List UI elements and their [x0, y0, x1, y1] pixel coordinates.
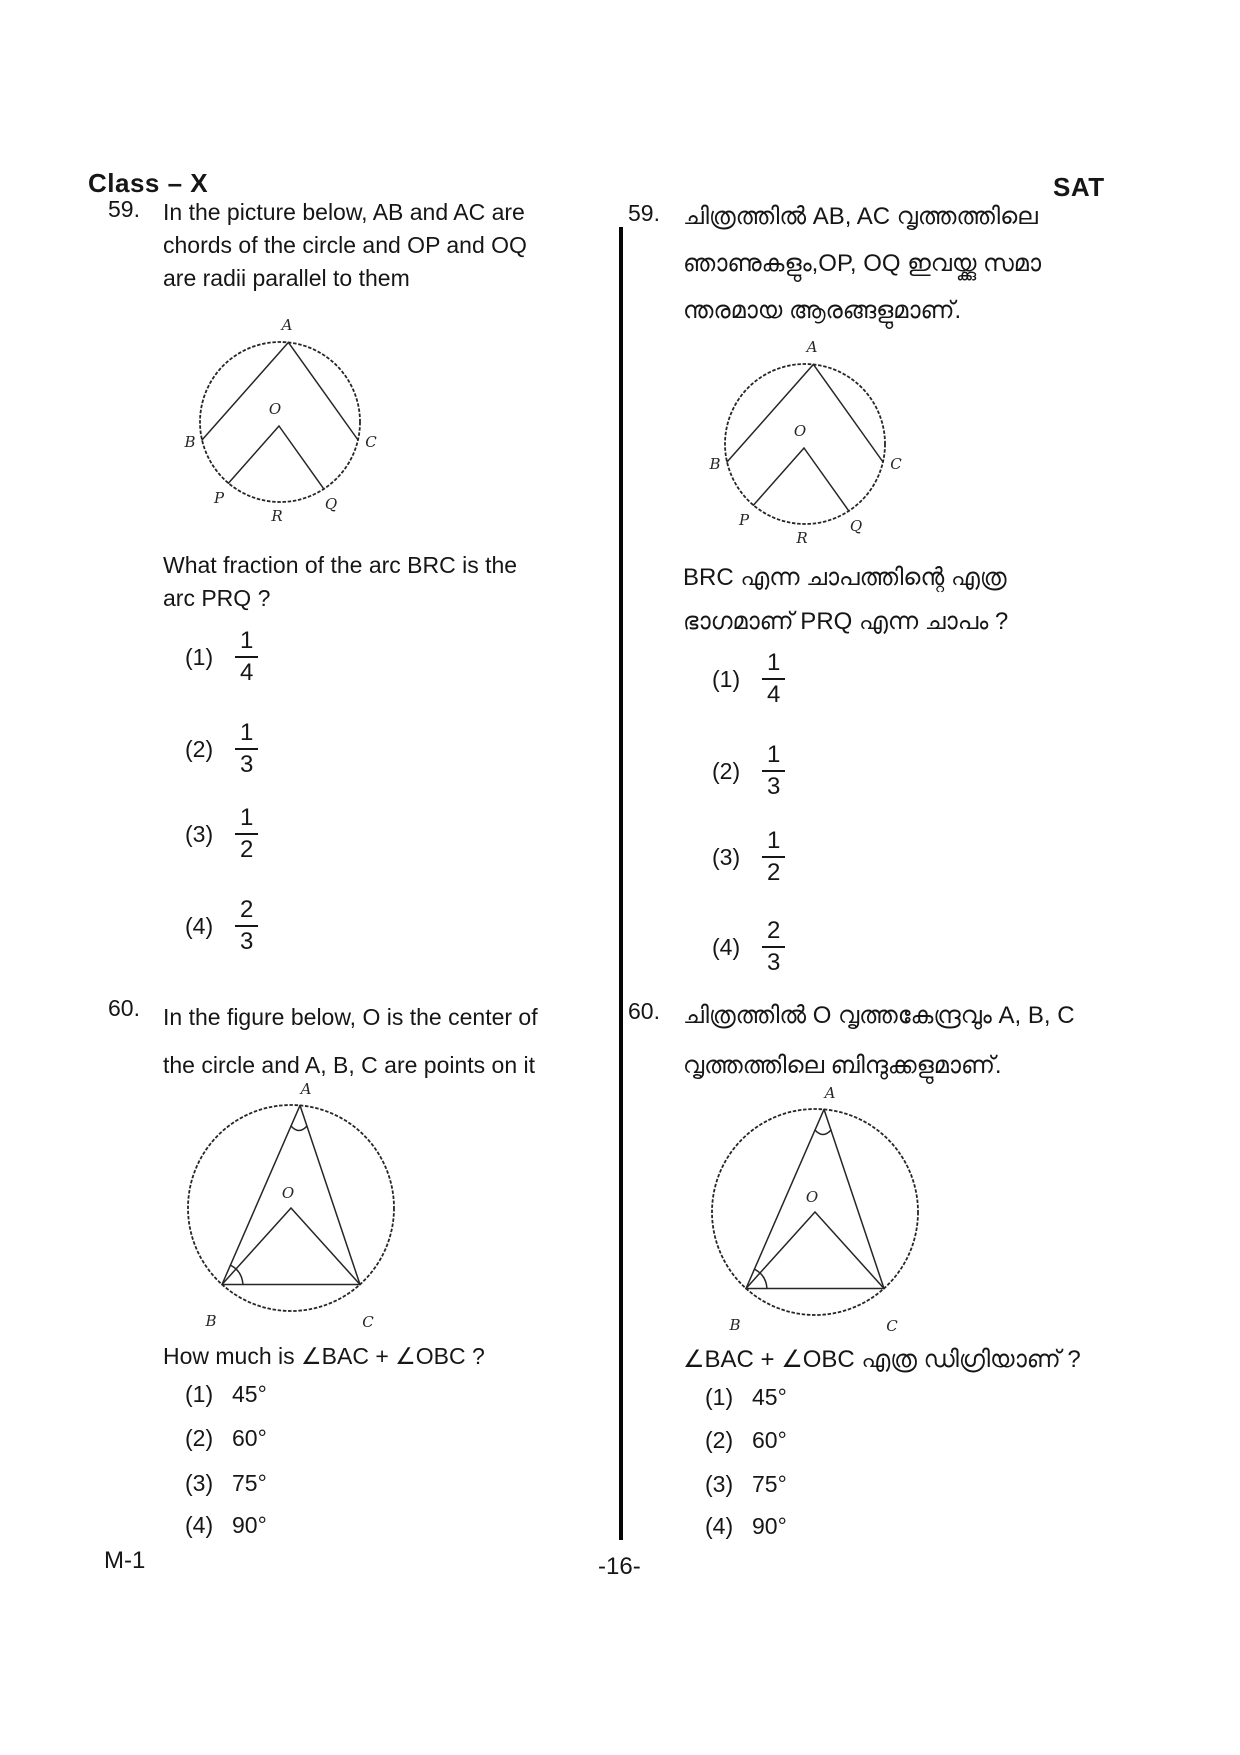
point-label-o: O	[793, 422, 807, 440]
angle-arc-bac	[291, 1126, 307, 1131]
body-line: ചിത്രത്തിൽ AB, AC വൃത്തത്തിലെ	[683, 203, 1038, 230]
option-2	[185, 718, 258, 780]
question-body	[163, 196, 553, 295]
point-label-o: O	[805, 1188, 819, 1206]
fraction-denominator: 2	[240, 836, 254, 863]
circle-outline	[725, 364, 885, 524]
fraction-denominator: 3	[240, 928, 254, 955]
option-4	[712, 916, 785, 978]
option-label: (2)	[705, 1427, 734, 1453]
circle-chords-diagram-q59-en	[175, 314, 395, 524]
body-line: വൃത്തത്തിലെ ബിന്ദുക്കളുമാണ്.	[683, 1052, 1002, 1079]
fraction-denominator: 4	[240, 659, 254, 686]
point-label-a: A	[806, 338, 818, 356]
point-label-o: O	[268, 400, 282, 418]
fraction-numerator: 1	[762, 740, 785, 772]
question-body	[683, 991, 1183, 1091]
point-label-o: O	[281, 1184, 295, 1202]
fraction-numerator: 1	[235, 626, 258, 658]
point-label-p: P	[213, 489, 225, 507]
point-label-a: A	[281, 316, 293, 334]
prompt-line: ഭാഗമാണ് PRQ എന്ന ചാപം ?	[683, 608, 1009, 635]
column-divider	[619, 227, 623, 1540]
inscribed-triangle-diagram-q60-ml	[702, 1084, 932, 1334]
chord-ac	[288, 342, 358, 440]
body-line: ന്തരമായ ആരങ്ങളുമാണ്.	[683, 297, 962, 324]
option-label: (3)	[185, 1470, 214, 1496]
option-value: 60°	[232, 1425, 267, 1451]
option-fraction	[762, 916, 785, 978]
inscribed-triangle-diagram-q60-en	[178, 1080, 408, 1330]
option-fraction	[762, 740, 785, 802]
angle-arc-bac	[815, 1130, 831, 1135]
side-ac	[824, 1109, 884, 1288]
option-value: 90°	[232, 1512, 267, 1538]
point-label-q: Q	[849, 517, 863, 535]
option-2	[185, 1425, 267, 1452]
option-label: (1)	[185, 643, 214, 670]
body-line: ചിത്രത്തിൽ O വൃത്തകേന്ദ്രവും A, B, C	[683, 1002, 1075, 1029]
question-prompt: ∠BAC + ∠OBC എത്ര ഡിഗ്രിയാണ് ?	[683, 1346, 1081, 1373]
side-ac	[300, 1105, 360, 1284]
option-label: (4)	[712, 933, 741, 960]
point-label-b: B	[729, 1316, 741, 1334]
option-label: (2)	[185, 735, 214, 762]
fraction-numerator: 2	[235, 895, 258, 927]
body-line: the circle and A, B, C are points on it	[163, 1052, 536, 1078]
option-label: (4)	[705, 1513, 734, 1539]
option-label: (4)	[185, 912, 214, 939]
option-1	[185, 626, 258, 688]
class-label: Class – X	[88, 168, 209, 198]
point-label-c: C	[890, 455, 902, 473]
option-3	[185, 1470, 267, 1497]
point-label-c: C	[365, 433, 377, 451]
fraction-denominator: 3	[767, 949, 781, 976]
body-line: In the picture below, AB and AC are	[163, 199, 525, 225]
option-label: (1)	[712, 665, 741, 692]
question-number: 60.	[108, 995, 140, 1021]
body-line: ഞാണുകളും,OP, OQ ഇവയ്ക്കു സമാ	[683, 250, 1042, 277]
radius-oq	[279, 426, 324, 489]
option-2	[705, 1427, 787, 1454]
option-4	[185, 895, 258, 957]
page-number: -16-	[598, 1553, 641, 1580]
point-label-p: P	[738, 511, 750, 529]
booklet-code: M-1	[104, 1547, 146, 1574]
chord-ab	[727, 364, 813, 462]
fraction-denominator: 4	[767, 681, 781, 708]
option-label: (3)	[185, 820, 214, 847]
option-2	[712, 740, 785, 802]
option-1	[712, 648, 785, 710]
question-prompt	[683, 556, 1183, 644]
circle-chords-diagram-q59-ml	[700, 336, 920, 546]
question-prompt: How much is ∠BAC + ∠OBC ?	[163, 1343, 485, 1369]
question-number: 60.	[628, 998, 660, 1024]
radius-ob	[222, 1208, 291, 1285]
option-value: 45°	[232, 1381, 267, 1407]
fraction-denominator: 3	[240, 751, 254, 778]
fraction-numerator: 1	[235, 803, 258, 835]
option-label: (2)	[712, 757, 741, 784]
option-value: 75°	[232, 1470, 267, 1496]
point-label-b: B	[205, 1312, 217, 1330]
fraction-numerator: 2	[762, 916, 785, 948]
option-label: (2)	[185, 1425, 214, 1451]
point-label-c: C	[886, 1317, 898, 1334]
radius-oc	[815, 1212, 884, 1289]
question-prompt	[163, 549, 553, 615]
option-fraction	[235, 626, 258, 688]
radius-op	[228, 426, 279, 483]
fraction-denominator: 2	[767, 859, 781, 886]
question-number: 59.	[108, 196, 140, 222]
option-4	[185, 1512, 267, 1539]
point-label-a: A	[824, 1084, 836, 1102]
option-value: 75°	[752, 1471, 787, 1497]
option-fraction	[762, 826, 785, 888]
fraction-denominator: 3	[767, 773, 781, 800]
question-body	[163, 993, 563, 1089]
option-fraction	[762, 648, 785, 710]
option-label: (4)	[185, 1512, 214, 1538]
option-fraction	[235, 895, 258, 957]
option-3	[185, 803, 258, 865]
chord-ab	[202, 342, 288, 440]
option-fraction	[235, 718, 258, 780]
radius-oq	[804, 448, 849, 511]
option-label: (1)	[185, 1381, 214, 1407]
chord-ac	[813, 364, 883, 462]
option-value: 90°	[752, 1513, 787, 1539]
radius-ob	[746, 1212, 815, 1289]
body-line: are radii parallel to them	[163, 265, 410, 291]
option-label: (1)	[705, 1384, 734, 1410]
circle-outline	[200, 342, 360, 502]
radius-oc	[291, 1208, 360, 1285]
option-label: (3)	[705, 1471, 734, 1497]
option-1	[185, 1381, 267, 1408]
point-label-a: A	[300, 1080, 312, 1098]
point-label-r: R	[271, 507, 283, 524]
prompt-line: BRC എന്ന ചാപത്തിന്റെ എത്ര	[683, 564, 1007, 591]
prompt-line: arc PRQ ?	[163, 585, 271, 611]
fraction-numerator: 1	[762, 826, 785, 858]
prompt-line: What fraction of the arc BRC is the	[163, 552, 518, 578]
point-label-r: R	[796, 529, 808, 546]
question-body	[683, 193, 1183, 334]
option-value: 60°	[752, 1427, 787, 1453]
radius-op	[753, 448, 804, 505]
fraction-numerator: 1	[762, 648, 785, 680]
point-label-b: B	[709, 455, 721, 473]
exam-label: SAT	[1053, 172, 1105, 202]
body-line: In the figure below, O is the center of	[163, 1004, 538, 1030]
option-3	[712, 826, 785, 888]
option-1	[705, 1384, 787, 1411]
point-label-q: Q	[324, 495, 338, 513]
option-fraction	[235, 803, 258, 865]
point-label-b: B	[184, 433, 196, 451]
option-3	[705, 1471, 787, 1498]
option-4	[705, 1513, 787, 1540]
point-label-c: C	[362, 1313, 374, 1330]
fraction-numerator: 1	[235, 718, 258, 750]
body-line: chords of the circle and OP and OQ	[163, 232, 527, 258]
option-label: (3)	[712, 843, 741, 870]
question-number: 59.	[628, 200, 660, 226]
option-value: 45°	[752, 1384, 787, 1410]
